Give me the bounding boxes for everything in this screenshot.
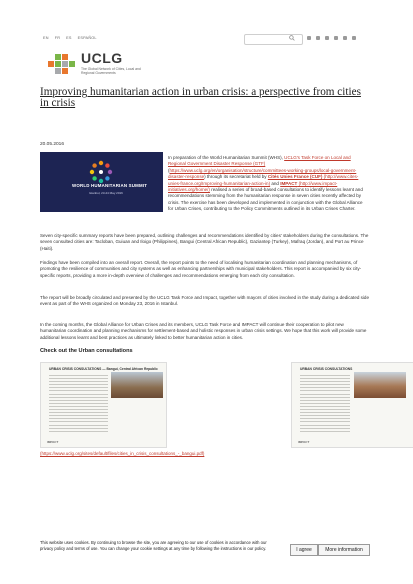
- doc-text-lines: [300, 375, 350, 437]
- intro-text-d: and: [270, 180, 281, 186]
- intro-text-a: In preparation of the World Humanitarian Summit (WHS),: [168, 155, 285, 160]
- paragraph-next-steps: In the coming months, the Global Alliance for Urban Crises and its members, UCLG Task Force and IMPACT will continue their cooperation to pilot new humanitarian coordination and planning mechanisms for settlement-based and holistic responses in urban crisis settings. We hope that this work will provide some additional lessons learnt and best practices as ultimately linked to better humanitarian action in cities.: [40, 322, 367, 340]
- bangui-pdf-link[interactable]: (https://www.uclg.org/sites/default/files/cities_in_crisis_consultations_-_bangui.pdf): [40, 451, 205, 456]
- lang-en[interactable]: EN: [43, 36, 49, 40]
- lang-fr[interactable]: FR: [54, 36, 61, 40]
- doc-footer: IMPACT: [298, 440, 310, 444]
- cuf-link[interactable]: Cités Unies France (CUF): [267, 174, 323, 180]
- paragraph-report: The report will be broadly circulated and presented by the UCLG Task Force and Impact, together with mayors of cities involved in the study during a dedicated side event as part of the WHS organized on Monday 23, 2016 in Istanbul.: [40, 295, 369, 307]
- social-links: [307, 36, 356, 40]
- impact-link[interactable]: IMPACT: [280, 180, 298, 186]
- doc-title: URBAN CRISIS CONSULTATIONS: [300, 367, 353, 371]
- facebook-icon[interactable]: [307, 36, 311, 40]
- doc-title: URBAN CRISIS CONSULTATIONS — Bangui, Central African Republic: [49, 367, 158, 371]
- summit-caption: WORLD HUMANITARIAN SUMMIT: [72, 183, 148, 188]
- paragraph-findings: Findings have been compiled into an overall report. Overall, the report points to the need of localising humanitarian coordination and planning mechanisms, of promoting the resilience of communities and city systems as well as enhancing partnerships with municipal stakeholders. This report is accompanied by six city-specific reports, providing a more in-depth overview of challenges and recommendations emerging from each city consultation.: [40, 260, 362, 278]
- cuf-url-link[interactable]: (http://www.cites-unies-france.org/Improving-humanitarian-action-in): [168, 174, 359, 186]
- flickr-icon[interactable]: [334, 36, 338, 40]
- rss-icon[interactable]: [343, 36, 347, 40]
- doc-text-lines: [49, 375, 108, 437]
- intro-paragraph: [168, 155, 368, 213]
- brand-subtitle: The Global Network of Cities, Local and Regional Governments: [81, 67, 141, 75]
- consultations-heading: Check out the Urban consultations: [40, 348, 133, 354]
- intro-text-c: ) through its secretariat held by: [204, 174, 268, 180]
- gtf-url-link[interactable]: https://www.uclg.org/en/organisation/structure/committees-working-groups/local-government-disaster-response: [168, 167, 357, 180]
- uclg-logo-icon[interactable]: [43, 52, 79, 76]
- doc-footer: IMPACT: [47, 440, 59, 444]
- lang-espanol[interactable]: ESPAÑOL: [77, 36, 97, 40]
- agree-button[interactable]: I agree: [290, 544, 318, 556]
- cookie-text: This website uses cookies. By continuing to browse the site, you are agreeing to our use of cookies in accordance with our privacy policy and terms of use. You can change your cookie settings at any time by following the instructions in our policy.: [40, 540, 267, 552]
- gtf-link[interactable]: UCLG's Task Force on Local and Regional Government Disaster Response (GTF): [168, 155, 351, 167]
- summit-logo-icon: [40, 152, 163, 212]
- more-info-button[interactable]: More information: [318, 544, 370, 556]
- page-title: Improving humanitarian action in urban crisis: a perspective from cities in crisis: [40, 86, 361, 109]
- consultation-doc-bangui[interactable]: [40, 362, 167, 448]
- intro-text-b: (: [168, 167, 170, 173]
- youtube-icon[interactable]: [325, 36, 329, 40]
- summit-image: [40, 152, 163, 212]
- twitter-icon[interactable]: [316, 36, 320, 40]
- intro-text-e: realised a series of broad-based consultations to identify lessons learnt and recommendations stemming from the humanitarian response in seven cities recently affected by crisis. The exercise has been developed and implemented in conjunction with the Global Alliance for Urban Crises, contributing to the Policy Commitments outlined in its Urban Crises Charter.: [168, 187, 363, 212]
- search-icon[interactable]: [289, 35, 295, 41]
- impact-url-link[interactable]: (http://www.impact-initiatives.org/home/): [168, 180, 338, 193]
- linkedin-icon[interactable]: [352, 36, 356, 40]
- summit-subcaption: Istanbul, 23-24 May 2016: [89, 191, 123, 195]
- doc-photo: [111, 372, 163, 398]
- brand-name[interactable]: UCLG: [81, 50, 123, 66]
- article-date: 20.05.2016: [40, 142, 65, 147]
- paragraph-cities: Seven city-specific summary reports have been prepared, outlining challenges and recommendations identified by cities' stakeholders during the consultations. The seven consulted cities are: Tacloban, Guiuan and Iloigo (Philippines), Bangui (Central African Republic), Gaziantep (Turkey), Mafraq (Jordan), and Port au Prince (Haiti).: [40, 233, 369, 251]
- doc-photo: [354, 372, 406, 398]
- lang-es[interactable]: ES: [66, 36, 72, 40]
- language-switcher: [43, 36, 97, 40]
- consultation-doc-2[interactable]: [291, 362, 413, 448]
